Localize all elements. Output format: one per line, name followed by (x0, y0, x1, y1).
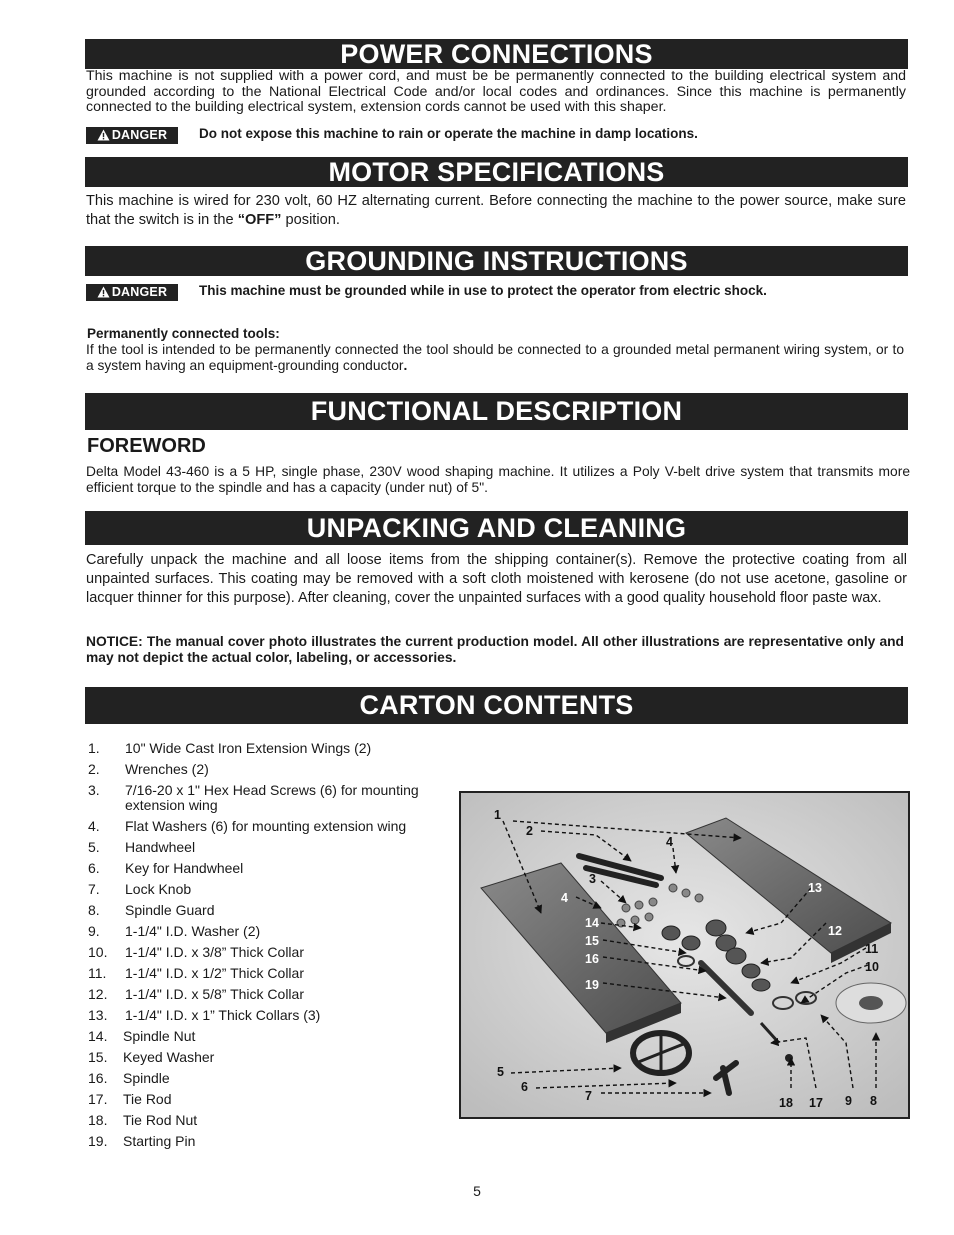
list-item (88, 762, 438, 777)
grounding-instructions-heading: GROUNDING INSTRUCTIONS (85, 246, 908, 276)
warning-triangle-icon (97, 129, 110, 141)
list-item (88, 783, 438, 813)
callout-1: 1 (494, 808, 501, 822)
callout-14: 14 (585, 916, 599, 930)
list-item (88, 924, 438, 939)
list-item-text: Spindle (123, 1070, 170, 1086)
unpacking-text: Carefully unpack the machine and all loose items from the shipping container(s). Remove the protective coating from all unpainted surfaces. This coating may be removed with a soft cloth moistened with kerosene (do not use acetone, gasoline or lacquer thinner for this purpose). After cleaning, cover the unpainted surfaces with a good quality household floor paste wax. (86, 552, 907, 606)
callout-8: 8 (870, 1094, 877, 1108)
functional-description-heading: FUNCTIONAL DESCRIPTION (85, 393, 908, 430)
page-number: 5 (473, 1183, 481, 1199)
motor-text-a: This machine is wired for 230 volt, 60 HZ alternating current. Before connecting the machine to the power source, make sure that the switch is in the (86, 193, 906, 228)
notice-text: NOTICE: The manual cover photo illustrates the current production model. All other illustrations are representative only and may not depict the actual color, labeling, or accessories. (86, 634, 904, 665)
list-item (88, 819, 438, 834)
list-item-text: 1-1/4" I.D. Washer (2) (125, 923, 261, 939)
danger-label: DANGER (111, 128, 168, 142)
warning-triangle-icon (97, 286, 110, 298)
list-item (88, 1008, 438, 1023)
list-item-text: Key for Handwheel (125, 860, 244, 876)
list-item-text: Tie Rod Nut (123, 1112, 198, 1128)
list-item-number: 6. (88, 860, 100, 876)
list-item (88, 966, 438, 981)
power-connections-text: This machine is not supplied with a power cord, and must be be permanently connected to the building electrical system and grounded according to the National Electrical Code and/or local codes and ordinances. Since this machine is permanently connected to the building electrical system, extension cords cannot be used with this shaper. (86, 68, 906, 115)
power-connections-heading: POWER CONNECTIONS (85, 39, 908, 69)
list-item-text: Handwheel (125, 839, 196, 855)
list-item (88, 882, 438, 897)
list-item-text: Spindle Guard (125, 902, 215, 918)
motor-specifications-heading: MOTOR SPECIFICATIONS (85, 157, 908, 187)
list-item-text: 1-1/4" I.D. x 3/8” Thick Collar (125, 944, 304, 960)
list-item (88, 1092, 438, 1107)
list-item (88, 987, 438, 1002)
list-item-text: 1-1/4" I.D. x 1” Thick Collars (3) (125, 1007, 321, 1023)
callout-15: 15 (585, 934, 599, 948)
list-item-text: Starting Pin (123, 1133, 196, 1149)
callout-3: 3 (589, 872, 596, 886)
motor-text-b: position. (281, 212, 340, 228)
list-item-number: 1. (88, 740, 100, 756)
list-item-number: 13. (88, 1007, 108, 1023)
grounding-text-body: If the tool is intended to be permanently connected the tool should be connected to a grounded metal permanent wiring system, or to a system having an equipment-grounding conductor (86, 342, 904, 373)
list-item-number: 3. (88, 782, 100, 798)
list-item-number: 12. (88, 986, 108, 1002)
danger-warning-text: Do not expose this machine to rain or operate the machine in damp locations. (199, 126, 698, 141)
callout-4: 4 (666, 835, 673, 849)
list-item-text: 10" Wide Cast Iron Extension Wings (2) (125, 740, 372, 756)
grounding-text (86, 342, 904, 373)
list-item-number: 14. (88, 1028, 108, 1044)
callout-5: 5 (497, 1065, 504, 1079)
motor-text-off: “OFF” (237, 212, 282, 228)
carton-contents-figure (459, 791, 910, 1119)
list-item-text: 7/16-20 x 1" Hex Head Screws (6) for mounting extension wing (125, 782, 419, 813)
list-item-text: Lock Knob (125, 881, 192, 897)
list-item-number: 19. (88, 1133, 108, 1149)
list-item-text: Spindle Nut (123, 1028, 196, 1044)
foreword-text: Delta Model 43-460 is a 5 HP, single phase, 230V wood shaping machine. It utilizes a Poly V-belt drive system that transmits more efficient torque to the spindle and has a capacity (under nut) of 5". (86, 464, 910, 495)
callout-12: 12 (828, 924, 842, 938)
callout-10: 10 (865, 960, 879, 974)
list-item (88, 861, 438, 876)
list-item (88, 1050, 438, 1065)
grounding-text-end: . (403, 357, 408, 373)
list-item-number: 4. (88, 818, 100, 834)
carton-contents-heading: CARTON CONTENTS (85, 687, 908, 724)
list-item-number: 9. (88, 923, 100, 939)
list-item-number: 7. (88, 881, 100, 897)
list-item (88, 903, 438, 918)
callout-7: 7 (585, 1089, 592, 1103)
list-item-text: 1-1/4" I.D. x 1/2” Thick Collar (125, 965, 304, 981)
list-item-number: 17. (88, 1091, 108, 1107)
list-item-text: Tie Rod (123, 1091, 172, 1107)
danger-label: DANGER (111, 285, 168, 299)
list-item-number: 15. (88, 1049, 108, 1065)
list-item-number: 18. (88, 1112, 108, 1128)
list-item-number: 11. (88, 965, 107, 981)
list-item (88, 840, 438, 855)
motor-specifications-text (86, 192, 906, 230)
callout-11: 11 (865, 942, 879, 956)
list-item-text: Flat Washers (6) for mounting extension wing (125, 818, 407, 834)
list-item-number: 10. (88, 944, 108, 960)
callout-18: 18 (779, 1096, 793, 1110)
list-item (88, 1134, 438, 1149)
list-item-number: 2. (88, 761, 100, 777)
callout-6: 6 (521, 1080, 528, 1094)
parts-illustration (461, 793, 908, 1117)
list-item (88, 741, 438, 756)
foreword-subhead: FOREWORD (87, 435, 206, 457)
list-item (88, 1029, 438, 1044)
callout-19: 19 (585, 978, 599, 992)
danger-badge (86, 284, 178, 301)
list-item-number: 16. (88, 1070, 108, 1086)
list-item (88, 1113, 438, 1128)
list-item-text: 1-1/4" I.D. x 5/8” Thick Collar (125, 986, 304, 1002)
danger-badge (86, 127, 178, 144)
unpacking-cleaning-heading: UNPACKING AND CLEANING (85, 511, 908, 545)
list-item (88, 945, 438, 960)
list-item (88, 1071, 438, 1086)
list-item-number: 8. (88, 902, 100, 918)
callout-17: 17 (809, 1096, 823, 1110)
list-item-number: 5. (88, 839, 100, 855)
list-item-text: Wrenches (2) (125, 761, 209, 777)
permanently-connected-subhead: Permanently connected tools: (87, 326, 280, 341)
callout-9: 9 (845, 1094, 852, 1108)
callout-2: 2 (526, 824, 533, 838)
danger-warning-text: This machine must be grounded while in use to protect the operator from electric shock. (199, 283, 767, 298)
carton-contents-list (88, 741, 438, 1155)
callout-16: 16 (585, 952, 599, 966)
callout-4: 4 (561, 891, 568, 905)
callout-13: 13 (808, 881, 822, 895)
list-item-text: Keyed Washer (123, 1049, 215, 1065)
